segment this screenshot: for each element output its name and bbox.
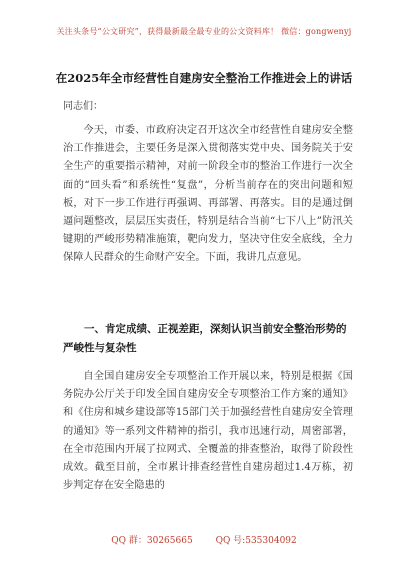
paragraph-intro: 今天，市委、市政府决定召开这次全市经营性自建房安全整治工作推进会，主要任务是深入贯彻落实党中央、国务院关于安全生产的重要指示精神，对前一阶段全市的整治工作进行一次全面的“回头看”和系统性“复盘”，分析当前存在的突出问题和短板，对下一步工作进行再强调、再部署、再落实。目的是通过倒逼问题整改，层层压实责任，特别是结合当前“七下八上”防汛关键期的严峻形势精准施策，靶向发力，坚决守住安全底线，全力保障人民群众的生命财产安全。下面，我讲几点意见。	[63, 125, 353, 264]
greeting: 同志们：	[63, 101, 103, 112]
section-heading-1: 一、肯定成绩、正视差距，深刻认识当前安全整治形势的严峻性与复杂性	[63, 323, 347, 354]
footer-qq-group: QQ 群：30265665	[111, 536, 193, 546]
paragraph-section-1: 自全国自建房安全专项整治工作开展以来，特别是根据《国务院办公厅关于印发全国自建房安全专项整治工作方案的通知》和《住房和城乡建设部等15部门关于加强经营性自建房安全管理的通知》等一系列文件精神的指引，我市迅速行动，周密部署，在全市范围内开展了拉网式、全覆盖的排查整治，取得了阶段性成效。截至目前，全市累计排查经营性自建房超过1.4万栋，初步判定存在安全隐患的	[63, 371, 353, 492]
footer-contact	[0, 533, 408, 546]
document-title: 在2025年全市经营性自建房安全整治工作推进会上的讲话	[55, 71, 353, 85]
header-banner: 关注头条号“公文研究”，获得最新最全最专业的公文资料库！ 微信：gongwenyj	[56, 27, 352, 36]
footer-qq-number: QQ 号:535304092	[215, 536, 297, 546]
